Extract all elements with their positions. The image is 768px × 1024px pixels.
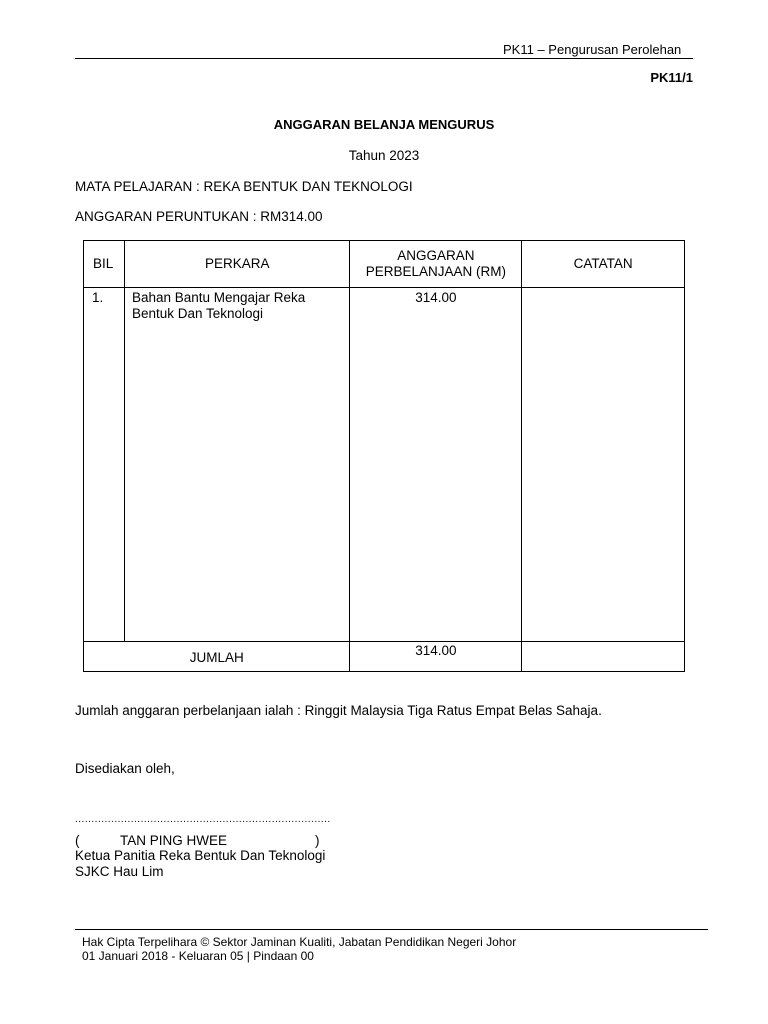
paren-open: ( bbox=[75, 833, 80, 848]
table-row bbox=[84, 288, 685, 642]
signatory-school: SJKC Hau Lim bbox=[75, 864, 164, 879]
header-reference: PK11 – Pengurusan Perolehan bbox=[503, 42, 682, 57]
allocation-line: ANGGARAN PERUNTUKAN : RM314.00 bbox=[75, 209, 323, 224]
subject-line: MATA PELAJARAN : REKA BENTUK DAN TEKNOLOGI bbox=[75, 179, 413, 194]
total-catatan bbox=[522, 642, 685, 672]
column-header-anggaran-line2: PERBELANJAAN (RM) bbox=[365, 264, 507, 279]
budget-table bbox=[83, 240, 685, 672]
amount-in-words: Jumlah anggaran perbelanjaan ialah : Ringgit Malaysia Tiga Ratus Empat Belas Sahaja. bbox=[75, 703, 602, 718]
column-header-perkara: PERKARA bbox=[124, 241, 350, 288]
prepared-by-label: Disediakan oleh, bbox=[75, 761, 175, 776]
document-year: Tahun 2023 bbox=[348, 148, 420, 163]
column-header-anggaran-line1: ANGGARAN bbox=[397, 248, 475, 263]
row-perkara: Bahan Bantu Mengajar Reka Bentuk Dan Teknologi bbox=[124, 288, 350, 642]
paren-close: ) bbox=[315, 833, 320, 848]
footer-copyright: Hak Cipta Terpelihara © Sektor Jaminan Kualiti, Jabatan Pendidikan Negeri Johor bbox=[82, 935, 517, 949]
table-header-row bbox=[84, 241, 685, 288]
column-header-anggaran bbox=[350, 241, 522, 288]
row-bil: 1. bbox=[84, 288, 125, 642]
column-header-catatan: CATATAN bbox=[522, 241, 685, 288]
form-code: PK11/1 bbox=[650, 70, 693, 85]
row-catatan bbox=[522, 288, 685, 642]
total-amount: 314.00 bbox=[350, 642, 522, 672]
signature-line: .............................................................................. bbox=[75, 814, 331, 825]
document-title: ANGGARAN BELANJA MENGURUS bbox=[273, 117, 495, 132]
footer-divider bbox=[75, 929, 708, 930]
total-row bbox=[84, 642, 685, 672]
total-label: JUMLAH bbox=[84, 642, 350, 672]
row-amount: 314.00 bbox=[350, 288, 522, 642]
footer-version: 01 Januari 2018 - Keluaran 05 | Pindaan 00 bbox=[82, 949, 314, 963]
signatory-position: Ketua Panitia Reka Bentuk Dan Teknologi bbox=[75, 848, 326, 863]
signatory-name: TAN PING HWEE bbox=[120, 833, 228, 848]
header-divider bbox=[75, 58, 693, 59]
column-header-bil: BIL bbox=[84, 241, 125, 288]
